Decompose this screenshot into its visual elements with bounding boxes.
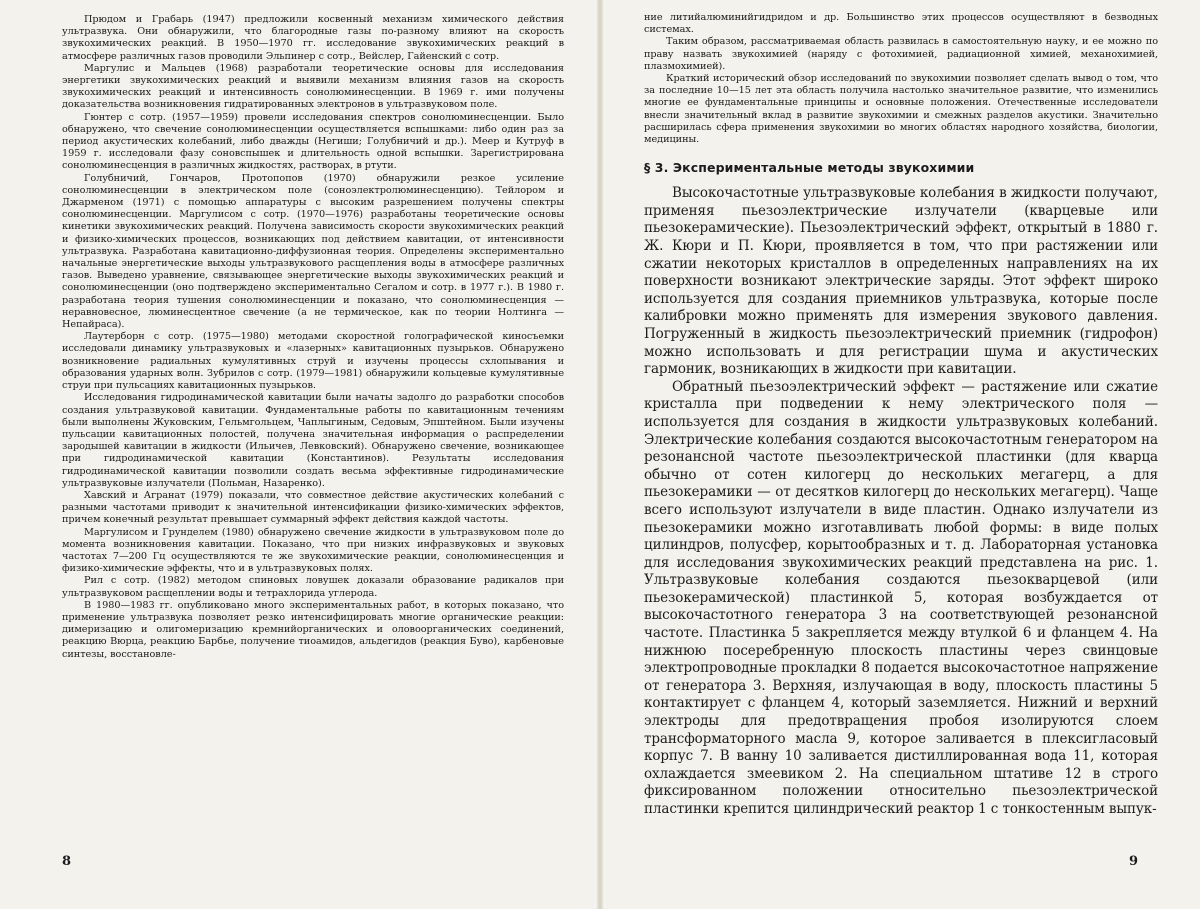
left-paragraph-7: Хавский и Агранат (1979) показали, что совместное действие акустических колебаний с разными частотами приводит к значительной интенсификации физико-химических эффектов, причем конечный результат превышает суммарный эффект действия каждой частоты. <box>62 489 564 526</box>
section-heading: § 3. Экспериментальные методы звукохимии <box>644 160 975 176</box>
right-page <box>600 0 1200 909</box>
page-number-right: 9 <box>1128 854 1138 869</box>
page-number-left: 8 <box>62 854 72 869</box>
right-top-text <box>644 12 1158 146</box>
left-paragraph-1: Прюдом и Грабарь (1947) предложили косвенный механизм химического действия ультразвука. Они обнаружили, что благородные газы по-разному влияют на скорость звукохимических реакций. В 1950—1970 гг. исследование звукохимических реакций в атмосфере различных газов проводили Эльпинер с сотр., Вейслер, Гайенский с сотр. <box>62 14 564 62</box>
left-paragraph-4: Голубничий, Гончаров, Протопопов (1970) обнаружили резкое усиление сонолюминесценции в электрическом поле (соноэлектролюминесценцию). Тейлором и Джарменом (1971) с помощью аппаратуры с высоким разрешением получены спектры сонолюминесценции. Маргулисом с сотр. (1970—1976) разработаны теоретические основы кинетики звукохимических реакций. Получена зависимость скорости звукохимических реакций и физико-химических процессов, возникающих под действием кавитации, от интенсивности ультразвука. Разработана кавитационно-диффузионная теория. Определены экспериментально начальные энергетические выходы ультразвукового расщепления воды в атмосфере различных газов. Выведено уравнение, связывающее энергетические выходы звукохимических реакций и сонолюминесценции (оно подтверждено экспериментально Сегалом и сотр. в 1977 г.). В 1980 г. разработана теория тушения сонолюминесценции и показано, что сонолюминесценция — неравновесное, люминесцентное свечение (а не термическое, как по теории Нолтинга — Непайраса). <box>62 172 564 331</box>
right-paragraph-2: Таким образом, рассматриваемая область развилась в самостоятельную науку, и ее можно по праву назвать звукохимией (наряду с фотохимией, радиационной химией, механохимией, плазмохимией). <box>644 36 1158 72</box>
left-paragraph-8: Маргулисом и Грунделем (1980) обнаружено свечение жидкости в ультразвуковом поле до момента возникновения кавитации. Показано, что при низких инфразвуковых и звуковых частотах 7—200 Гц осуществляются те же звукохимические реакции, сонолюминесценция и физико-химические эффекты, что и в ультразвуковых полях. <box>62 526 564 575</box>
right-paragraph-3: Краткий исторический обзор исследований по звукохимии позволяет сделать вывод о том, что за последние 10—15 лет эта область получила настолько значительное развитие, что изменились многие ее фундаментальные принципы и основные положения. Отечественные исследователи внесли значительный вклад в развитие звукохимии и смежных разделов акустики. Значительно расширилась сфера применения звукохимии во многих областях народного хозяйства, биологии, медицины. <box>644 73 1158 146</box>
body-paragraph-2: Обратный пьезоэлектрический эффект — растяжение или сжатие кристалла при подведении к нему электрического поля — используется для создания в жидкости ультразвуковых колебаний. Электрические колебания создаются высокочастотным генератором на резонансной частоте пьезоэлектрической пластинки (для кварца обычно от сотен килогерц до нескольких мегагерц, а для пьезокерамики — от десятков килогерц до нескольких мегагерц). Чаще всего используют излучатели в виде пластин. Однако излучатели из пьезокерамики можно изготавливать любой формы: в виде полых цилиндров, полусфер, корытообразных и т. д. Лабораторная установка для исследования звукохимических реакций представлена на рис. 1. Ультразвуковые колебания создаются пьезокварцевой (или пьезокерамической) пластинкой 5, которая возбуждается от высокочастотного генератора 3 на соответствующей резонансной частоте. Пластинка 5 закрепляется между втулкой 6 и фланцем 4. На нижнюю посеребренную плоскость пластины через свинцовые электропроводные прокладки 8 подается высокочастотное напряжение от генератора 3. Верхняя, излучающая в воду, плоскость пластины 5 контактирует с фланцем 4, который заземляется. Нижний и верхний электроды для предотвращения пробоя изолируются слоем трансформаторного масла 9, которое заливается в плексигласовый корпус 7. В ванну 10 заливается дистиллированная вода 11, которая охлаждается змеевиком 2. На специальном штативе 12 в строго фиксированном положении относительно пьезоэлектрической пластинки крепится цилиндрический реактор 1 с тонкостенным выпук- <box>644 378 1158 818</box>
left-paragraph-9: Рил с сотр. (1982) методом спиновых ловушек доказали образование радикалов при ультразвуковом расщеплении воды и тетрахлорида углерода. <box>62 575 564 599</box>
right-paragraph-continuation: ние литийалюминийгидридом и др. Большинство этих процессов осуществляют в безводных системах. <box>644 12 1158 36</box>
left-paragraph-3: Гюнтер с сотр. (1957—1959) провели исследования спектров сонолюминесценции. Было обнаружено, что свечение сонолюминесценции осуществляется вспышками: либо один раз за период акустических колебаний, либо дважды (Негиши; Голубничий и др.). Меер и Кутруф в 1959 г. исследовали фазу соновспышек и длительность одной вспышки. Зарегистрирована сонолюминесценция в различных жидкостях, растворах, в ртути. <box>62 111 564 172</box>
left-paragraph-6: Исследования гидродинамической кавитации были начаты задолго до разработки способов создания ультразвуковой кавитации. Фундаментальные работы по кавитационным течениям были выполнены Жуковским, Гельмгольцем, Чаплыгиным, Седовым, Эпштейном. Были изучены пульсации кавитационных полостей, получена значительная информация о распределении зародышей кавитации в жидкости (Ильичев, Левковский). Обнаружено свечение, возникающее при гидродинамической кавитации (Константинов). Результаты исследования гидродинамической кавитации позволили создать весьма эффективные гидродинамические ультразвуковые излучатели (Польман, Назаренко). <box>62 392 564 489</box>
body-paragraph-1: Высокочастотные ультразвуковые колебания в жидкости получают, применяя пьезоэлектрические излучатели (кварцевые или пьезокерамические). Пьезоэлектрический эффект, открытый в 1880 г. Ж. Кюри и П. Кюри, проявляется в том, что при растяжении или сжатии некоторых кристаллов в определенных направлениях на их поверхности возникают электрические заряды. Этот эффект широко используется для создания приемников ультразвука, которые после калибровки можно применять для измерения звукового давления. Погруженный в жидкость пьезоэлектрический приемник (гидрофон) можно использовать и для регистрации шума и акустических гармоник, возникающих в жидкости при кавитации. <box>644 185 1158 378</box>
left-paragraph-5: Лаутерборн с сотр. (1975—1980) методами скоростной голографической киносъемки исследовали динамику ультразвуковых и «лазерных» кавитационных пузырьков. Обнаружено возникновение радиальных кумулятивных струй и изучены процессы схлопывания и образования ударных волн. Зубрилов с сотр. (1979—1981) обнаружили кольцевые кумулятивные струи при пульсациях кавитационных пузырьков. <box>62 331 564 392</box>
right-body-text <box>644 185 1158 818</box>
left-paragraph-2: Маргулис и Мальцев (1968) разработали теоретические основы для исследования энергетики звукохимических реакций и выявили механизм влияния газов на скорость звукохимических реакций и интенсивность сонолюминесценции. В 1969 г. ими получены доказательства возникновения гидратированных электронов в ультразвуковом поле. <box>62 62 564 111</box>
left-paragraph-10: В 1980—1983 гг. опубликовано много экспериментальных работ, в которых показано, что применение ультразвука позволяет резко интенсифицировать многие органические реакции: димеризацию и олигомеризацию кремнийорганических и оловоорганических соединений, реакцию Вюрца, реакцию Барбье, получение тиоамидов, альдегидов (реакция Буво), карбеновые синтезы, восстановле- <box>62 599 564 660</box>
